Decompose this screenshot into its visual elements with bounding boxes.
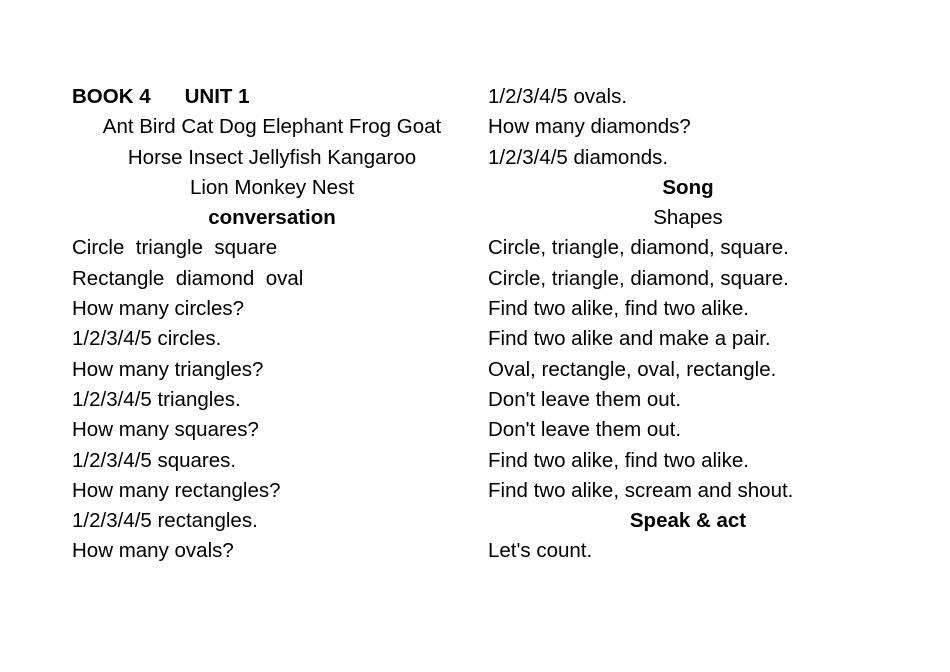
conversation-line: Rectangle diamond oval (72, 266, 304, 290)
vocab-line: Horse Insect Jellyfish Kangaroo (127, 145, 417, 169)
song-line: Circle, triangle, diamond, square. (488, 236, 789, 260)
song-line: Don't leave them out. (488, 418, 682, 442)
conversation-line: How many ovals? (72, 539, 234, 563)
song-heading: Song (662, 175, 714, 199)
conversation-line: How many rectangles? (72, 478, 281, 502)
conversation-line: 1/2/3/4/5 ovals. (488, 85, 628, 108)
book-label: BOOK 4 (72, 85, 151, 108)
song-line: Oval, rectangle, oval, rectangle. (488, 357, 777, 381)
conversation-heading: conversation (208, 206, 336, 230)
conversation-line: Circle triangle square (72, 236, 278, 260)
song-line: Circle, triangle, diamond, square. (488, 266, 789, 290)
song-title: Shapes (653, 206, 723, 230)
conversation-line: How many circles? (72, 297, 245, 321)
right-column (488, 82, 888, 567)
unit-label: UNIT 1 (184, 85, 250, 108)
left-column (72, 82, 472, 567)
vocab-line: Ant Bird Cat Dog Elephant Frog Goat (102, 115, 442, 139)
conversation-line: 1/2/3/4/5 circles. (72, 327, 222, 351)
conversation-line: 1/2/3/4/5 squares. (72, 448, 237, 472)
conversation-line: How many squares? (72, 418, 259, 442)
conversation-line: How many diamonds? (488, 115, 691, 139)
book-unit-header (72, 82, 472, 112)
vocab-line: Lion Monkey Nest (189, 175, 355, 199)
speak-act-heading: Speak & act (629, 509, 747, 533)
conversation-line: 1/2/3/4/5 diamonds. (488, 145, 669, 169)
conversation-line: 1/2/3/4/5 rectangles. (72, 509, 258, 533)
conversation-line: How many triangles? (72, 357, 264, 381)
speak-act-line: Let's count. (488, 539, 593, 563)
conversation-line: 1/2/3/4/5 triangles. (72, 387, 241, 411)
song-line: Don't leave them out. (488, 387, 682, 411)
song-line: Find two alike, scream and shout. (488, 478, 794, 502)
song-line: Find two alike, find two alike. (488, 448, 749, 472)
song-line: Find two alike, find two alike. (488, 297, 749, 321)
song-line: Find two alike and make a pair. (488, 327, 771, 351)
